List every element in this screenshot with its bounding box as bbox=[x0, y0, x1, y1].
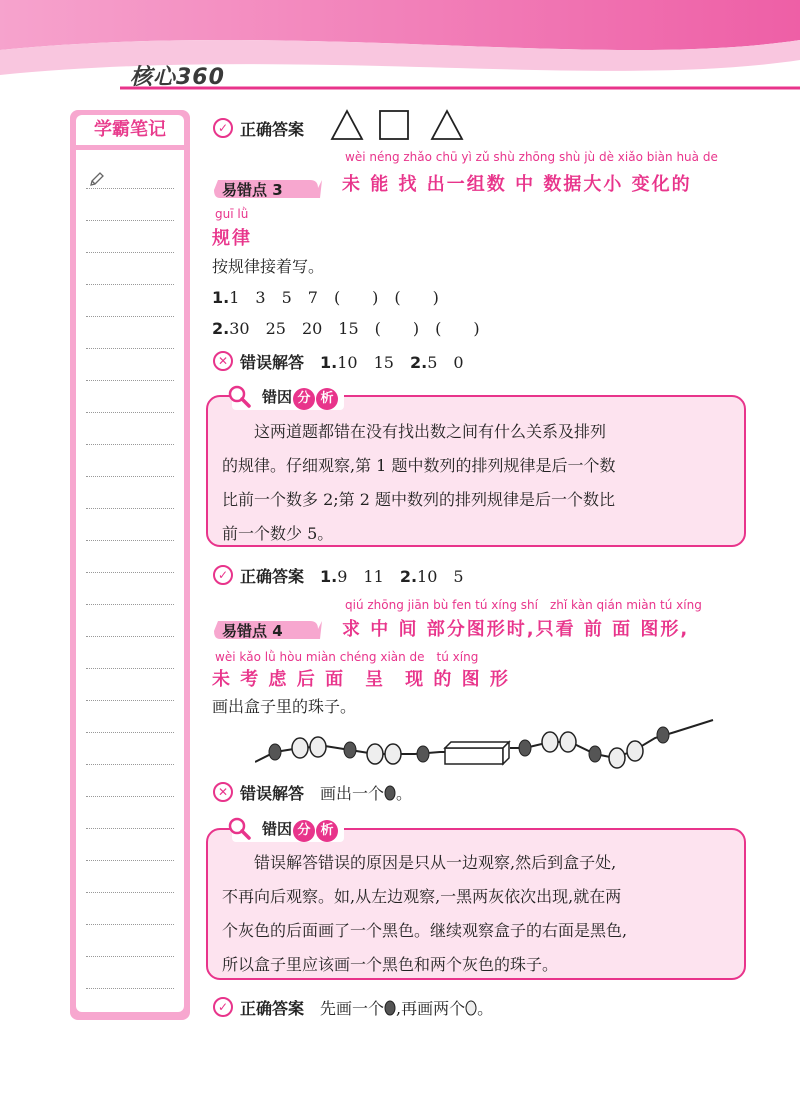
square-shape bbox=[380, 111, 408, 139]
triangle-shape bbox=[332, 111, 362, 139]
error-title-cont: 未 考 虑 后 面 呈 现 的 图 形 bbox=[212, 669, 510, 690]
error-title: 求 中 间 部分图形时,只看 前 面 图形, bbox=[342, 619, 690, 640]
question-1: 1.1 3 5 7 ( ) ( ) bbox=[212, 288, 439, 307]
bead-grey bbox=[627, 741, 643, 761]
shape-answer bbox=[330, 108, 470, 142]
check-icon: ✓ bbox=[213, 997, 233, 1017]
check-icon: ✓ bbox=[213, 118, 233, 138]
magnifier-icon bbox=[226, 815, 252, 841]
question-2: 2.30 25 20 15 ( ) ( ) bbox=[212, 319, 480, 338]
instruction: 按规律接着写。 bbox=[212, 257, 325, 276]
wrong-answer: 错误解答 1.10 15 2.5 0 bbox=[240, 353, 464, 372]
bead-grey bbox=[385, 744, 401, 764]
error-title-cont: 规律 bbox=[212, 228, 252, 249]
bead-black bbox=[519, 740, 531, 756]
bead-grey bbox=[542, 732, 558, 752]
pinyin-line: qiú zhōng jiān bù fen tú xíng shí zhǐ kàn qián miàn tú xíng bbox=[345, 598, 702, 612]
magnifier-icon bbox=[226, 383, 252, 409]
error-point-number: 3 bbox=[272, 181, 283, 199]
analysis-label: 错因 分 析 bbox=[232, 384, 344, 410]
pinyin-line: wèi néng zhǎo chū yì zǔ shù zhōng shù jù dè xiǎo biàn huà de bbox=[345, 150, 718, 164]
correct-answer: 正确答案 1.9 11 2.10 5 bbox=[240, 567, 464, 586]
sidebar-title: 学霸笔记 bbox=[76, 115, 184, 145]
bead-string-diagram bbox=[255, 718, 715, 778]
error-point-label: 易错点 3 bbox=[222, 181, 283, 199]
analysis-text: 错误解答错误的原因是只从一边观察,然后到盒子处, 不再向后观察。如,从左边观察,一黑两灰依次出现,就在两 个灰色的后面画了一个黑色。继续观察盒子的右面是黑色, 所以盒子里应该画一个黑色和两个灰色的珠子。 bbox=[222, 853, 628, 974]
pinyin-line: wèi kǎo lǜ hòu miàn chéng xiàn de tú xíng bbox=[215, 650, 479, 664]
bead-black bbox=[417, 746, 429, 762]
black-bead-icon bbox=[384, 785, 396, 801]
pencil-icon bbox=[88, 170, 106, 188]
notes-paper bbox=[76, 150, 184, 1012]
check-icon: ✓ bbox=[213, 565, 233, 585]
bead-grey bbox=[310, 737, 326, 757]
bead-black bbox=[589, 746, 601, 762]
bead-grey bbox=[367, 744, 383, 764]
error-point-label: 易错点 4 bbox=[222, 622, 283, 640]
correct-answer: 正确答案 先画一个 ,再画两个 。 bbox=[240, 999, 494, 1018]
analysis-text: 这两道题都错在没有找出数之间有什么关系及排列 的规律。仔细观察,第 1 题中数列的排列规律是后一个数 比前一个数多 2;第 2 题中数列的排列规律是后一个数比 前一个数少 5。 bbox=[222, 422, 616, 543]
bead-black bbox=[344, 742, 356, 758]
bead-black bbox=[269, 744, 281, 760]
error-point-number: 4 bbox=[272, 622, 283, 640]
header-banner bbox=[0, 0, 800, 110]
box-shape bbox=[445, 742, 509, 764]
bead-grey bbox=[560, 732, 576, 752]
bead-grey bbox=[292, 738, 308, 758]
brand-logo: 核心360 bbox=[130, 65, 225, 90]
grey-bead-icon bbox=[465, 1000, 477, 1016]
wrong-answer: 错误解答 画出一个 。 bbox=[240, 784, 413, 803]
black-bead-icon bbox=[384, 1000, 396, 1016]
cross-icon: ✕ bbox=[213, 351, 233, 371]
pinyin-line: guī lǜ bbox=[215, 207, 249, 221]
triangle-shape bbox=[432, 111, 462, 139]
error-title: 未 能 找 出一组数 中 数据大小 变化的 bbox=[342, 174, 692, 195]
cross-icon: ✕ bbox=[213, 782, 233, 802]
analysis-label: 错因 分 析 bbox=[232, 816, 344, 842]
correct-answer-label: 正确答案 bbox=[240, 120, 305, 139]
bead-black bbox=[657, 727, 669, 743]
bead-grey bbox=[609, 748, 625, 768]
instruction: 画出盒子里的珠子。 bbox=[212, 697, 357, 716]
